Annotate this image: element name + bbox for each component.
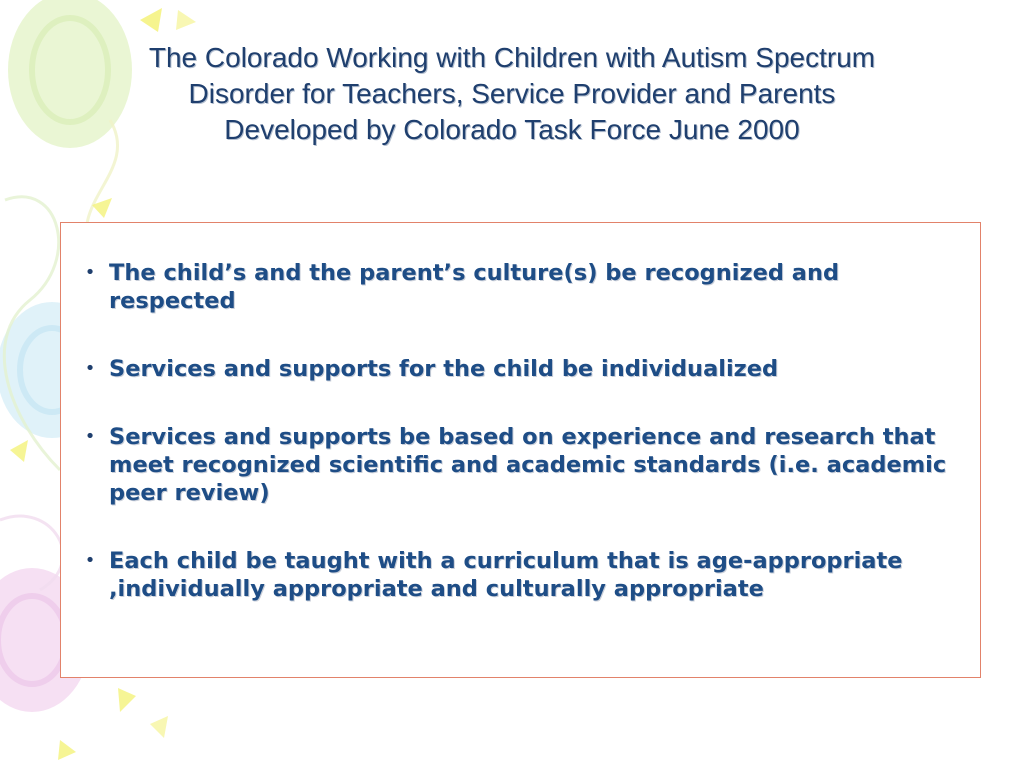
confetti-shape [58,740,76,760]
bullet-text: Services and supports for the child be individualized [109,356,779,382]
bullet-marker: • [84,358,96,379]
confetti-shape [140,8,162,32]
slide-title [40,40,984,148]
title-line: The Colorado Working with Children with Autism Spectrum [148,42,876,73]
list-item [71,423,960,507]
bullet-marker: • [84,426,96,447]
list-item [71,355,960,383]
list-item [71,259,960,315]
bullet-text: The child’s and the parent’s culture(s) be recognized and respected [109,260,840,314]
content-box [60,222,981,678]
confetti-shape [176,10,196,30]
title-line: Disorder for Teachers, Service Provider and Parents [188,78,836,109]
confetti-shape [10,440,28,462]
bullet-marker: • [84,262,96,283]
bullet-text: Services and supports be based on experience and research that meet recognized scientific and academic standards (i.e. academic peer review) [109,424,947,506]
confetti-shape [118,688,136,712]
bullet-list [61,223,980,603]
bullet-text: Each child be taught with a curriculum that is age-appropriate ,individually appropriate and culturally appropriate [109,548,903,602]
bullet-marker: • [84,550,96,571]
title-line: Developed by Colorado Task Force June 2000 [224,114,800,145]
confetti-shape [150,716,168,738]
list-item [71,547,960,603]
